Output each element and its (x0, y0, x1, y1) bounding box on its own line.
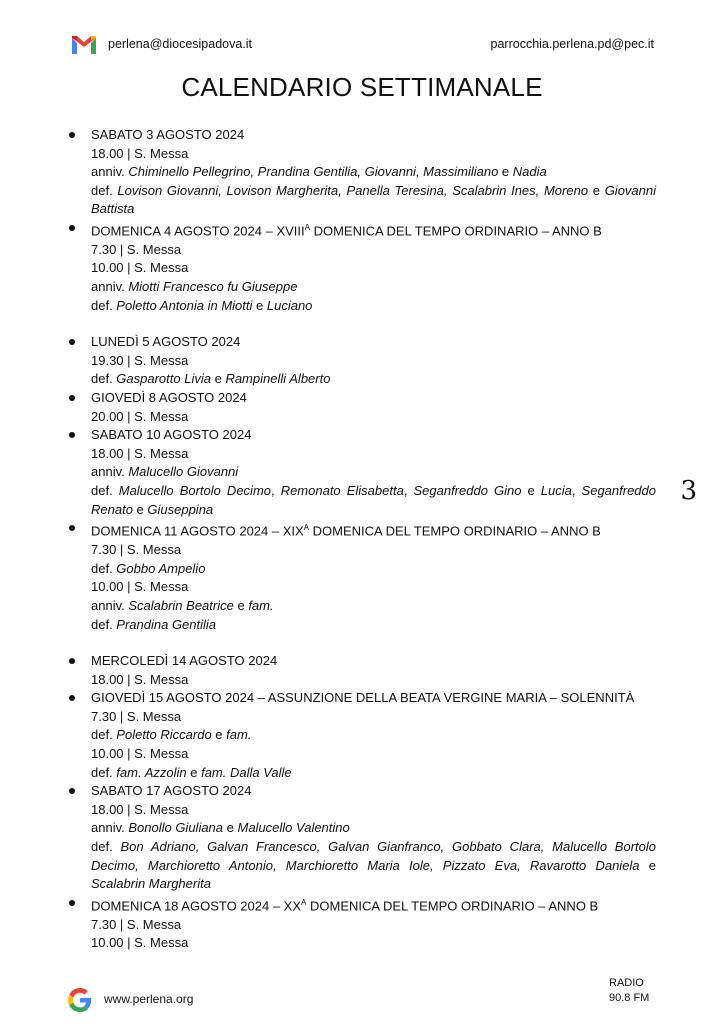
text-segment: e (521, 483, 541, 499)
text-segment: DOMENICA DEL TEMPO ORDINARIO – ANNO B (306, 898, 599, 914)
entry-detail (91, 297, 656, 316)
name-text: Chiminello Pellegrino, Prandina Gentilia, Giovanni, Massimiliano (128, 164, 499, 180)
text-segment: SABATO 17 AGOSTO 2024 (91, 783, 252, 799)
entry-detail (91, 578, 656, 597)
text-segment: 18.00 | S. Messa (91, 671, 189, 687)
text-segment: 18.00 | S. Messa (91, 445, 189, 461)
name-text: Malucello Giovanni (128, 464, 239, 480)
bullet-icon (69, 788, 75, 794)
name-text: Malucello Bortolo Decimo (118, 483, 272, 499)
bullet-icon (69, 900, 75, 906)
name-text: Seganfreddo Renato (91, 483, 656, 517)
text-segment: SABATO 3 AGOSTO 2024 (91, 127, 245, 142)
entry-detail (91, 370, 656, 389)
text-segment: DOMENICA 11 AGOSTO 2024 – XIX (91, 523, 304, 539)
entry-date (91, 333, 656, 352)
text-segment: A (301, 897, 307, 907)
name-text: Prandina Gentilia (116, 616, 217, 632)
calendar-entry (91, 782, 656, 894)
text-segment: 7.30 | S. Messa (91, 916, 182, 932)
entry-date (91, 426, 656, 445)
text-segment: e (498, 164, 513, 180)
entry-detail (91, 241, 656, 260)
text-segment: 10.00 | S. Messa (91, 935, 189, 951)
entry-detail (91, 445, 656, 464)
text-segment: def. (91, 560, 117, 576)
entry-detail (91, 726, 656, 745)
footer-radio (609, 976, 649, 1006)
bullet-icon (69, 525, 75, 531)
name-text: Bonollo Giuliana (128, 820, 224, 836)
entry-detail (91, 819, 656, 838)
entry-detail (91, 352, 656, 371)
name-text: Malucello Valentino (237, 820, 350, 836)
radio-frequency: 90.8 FM (609, 992, 650, 1004)
entry-detail (91, 838, 656, 894)
text-segment: def. (91, 616, 117, 632)
entry-detail (91, 182, 656, 219)
entry-detail (91, 916, 656, 935)
header-email-right[interactable]: parrocchia.perlena.pd@pec.it (490, 37, 654, 51)
entry-detail (91, 708, 656, 727)
bullet-icon (69, 225, 75, 231)
text-segment: , (271, 483, 281, 499)
text-segment: 10.00 | S. Messa (91, 746, 189, 762)
entry-detail (91, 408, 656, 427)
bullet-icon (69, 432, 75, 438)
name-text: Scalabrin Margherita (91, 876, 211, 892)
bullet-icon (69, 658, 75, 664)
entry-date (91, 652, 656, 671)
name-text: Gobbo Ampelio (116, 560, 206, 576)
text-segment: 20.00 | S. Messa (91, 408, 189, 424)
name-text: Nadia (512, 164, 547, 180)
text-segment: anniv. (91, 820, 129, 836)
text-segment: SABATO 10 AGOSTO 2024 (91, 427, 252, 443)
text-segment: e (132, 501, 148, 517)
name-text: Luciano (266, 297, 313, 313)
name-text: fam. (226, 727, 252, 743)
text-segment: MERCOLEDÌ 14 AGOSTO 2024 (91, 653, 278, 669)
entry-detail (91, 163, 656, 182)
text-segment: e (588, 182, 605, 198)
entry-detail (91, 541, 656, 560)
name-text: Lucia (540, 483, 572, 499)
text-segment: DOMENICA 4 AGOSTO 2024 – XVIII (91, 223, 305, 239)
name-text: Rampinelli Alberto (225, 371, 331, 387)
page-header (70, 34, 654, 58)
entry-detail (91, 482, 656, 519)
calendar-entry (91, 219, 656, 315)
name-text: fam. (248, 597, 274, 613)
text-segment: anniv. (91, 279, 129, 295)
bullet-icon (69, 395, 75, 401)
text-segment: anniv. (91, 164, 129, 180)
text-segment: def. (91, 182, 118, 198)
radio-label: RADIO (609, 977, 644, 989)
text-segment: 7.30 | S. Messa (91, 241, 182, 257)
text-segment: 18.00 | S. Messa (91, 801, 189, 817)
text-segment: 10.00 | S. Messa (91, 579, 189, 595)
text-segment: e (186, 764, 202, 780)
text-segment: e (210, 371, 226, 387)
text-segment: e (223, 820, 238, 836)
text-segment: def. (91, 297, 117, 313)
entry-detail (91, 278, 656, 297)
name-text: Remonato Elisabetta (280, 483, 404, 499)
text-segment: LUNEDÌ 5 AGOSTO 2024 (91, 334, 241, 350)
entry-detail (91, 745, 656, 764)
entry-detail (91, 801, 656, 820)
entry-detail (91, 145, 656, 164)
entry-date (91, 126, 656, 145)
calendar-entry (91, 426, 656, 519)
page-title: CALENDARIO SETTIMANALE (181, 72, 543, 102)
gmail-icon (70, 34, 98, 56)
name-text: Gasparotto Livia (116, 371, 211, 387)
text-segment: 19.30 | S. Messa (91, 352, 189, 368)
text-segment: anniv. (91, 597, 129, 613)
text-segment: 7.30 | S. Messa (91, 708, 182, 724)
text-segment: anniv. (91, 464, 129, 480)
text-segment: def. (91, 727, 117, 743)
text-segment: 10.00 | S. Messa (91, 260, 189, 276)
name-text: fam. Azzolin (116, 764, 187, 780)
entry-date (91, 219, 656, 241)
text-segment: DOMENICA 18 AGOSTO 2024 – XX (91, 898, 302, 914)
text-segment: , (403, 483, 414, 499)
entry-detail (91, 671, 656, 690)
calendar-entry (91, 126, 656, 219)
bullet-icon (69, 339, 75, 345)
calendar-entry (91, 519, 656, 634)
text-segment: def. (91, 371, 117, 387)
entry-date (91, 519, 656, 541)
text-segment: , (571, 483, 582, 499)
entry-detail (91, 259, 656, 278)
text-segment: GIOVEDÌ 15 AGOSTO 2024 – ASSUNZIONE DELLA BEATA VERGINE MARIA – SOLENNITÀ (91, 690, 635, 706)
text-segment: A (304, 222, 310, 232)
google-icon (68, 988, 92, 1012)
name-text: Poletto Riccardo (116, 727, 212, 743)
text-segment: e (252, 297, 267, 313)
entry-detail (91, 463, 656, 482)
text-segment: DOMENICA DEL TEMPO ORDINARIO – ANNO B (309, 523, 601, 539)
calendar-entry (91, 333, 656, 389)
entry-detail (91, 616, 656, 635)
text-segment: 7.30 | S. Messa (91, 542, 182, 558)
footer-website[interactable]: www.perlena.org (104, 992, 194, 1006)
entry-date (91, 894, 656, 916)
text-segment: e (233, 597, 249, 613)
name-text: Seganfreddo Gino (413, 483, 522, 499)
calendar-entry (91, 894, 656, 953)
entry-detail (91, 597, 656, 616)
calendar-entry (91, 652, 656, 689)
entry-date (91, 689, 656, 708)
entry-detail (91, 764, 656, 783)
text-segment: GIOVEDÌ 8 AGOSTO 2024 (91, 390, 247, 406)
name-text: Giuseppina (147, 501, 214, 517)
text-segment: def. (91, 483, 119, 499)
entry-detail (91, 934, 656, 953)
bullet-icon (69, 695, 75, 701)
entry-date (91, 389, 656, 408)
entry-date (91, 782, 656, 801)
name-text: Giovanni Battista (91, 182, 656, 217)
text-segment: e (639, 857, 656, 873)
text-segment: 18.00 | S. Messa (91, 145, 189, 161)
page-number: 3 (680, 476, 697, 506)
bullet-icon (69, 132, 75, 138)
header-email-left[interactable]: perlena@diocesipadova.it (108, 37, 253, 51)
name-text: Bon Adriano, Galvan Francesco, Galvan Gianfranco, Gobbato Clara, Malucello Bortolo Decimo, Marchioretto Antonio, Marchioretto Maria Iole, Pizzato Eva, Ravarotto Daniela (91, 839, 657, 873)
name-text: Miotti Francesco fu Giuseppe (128, 279, 298, 295)
entry-detail (91, 560, 656, 579)
name-text: fam. Dalla Valle (201, 764, 292, 780)
text-segment: DOMENICA DEL TEMPO ORDINARIO – ANNO B (309, 223, 602, 239)
text-segment: A (303, 523, 310, 533)
name-text: Poletto Antonia in Miotti (116, 297, 253, 313)
name-text: Scalabrin Beatrice (128, 597, 234, 613)
text-segment: def. (91, 839, 121, 855)
text-segment: def. (91, 764, 117, 780)
text-segment: e (211, 727, 227, 743)
calendar-entry (91, 389, 656, 426)
calendar-list (91, 126, 656, 953)
calendar-entry (91, 689, 656, 782)
name-text: Lovison Giovanni, Lovison Margherita, Panella Teresina, Scalabrin Ines, Moreno (117, 182, 589, 198)
